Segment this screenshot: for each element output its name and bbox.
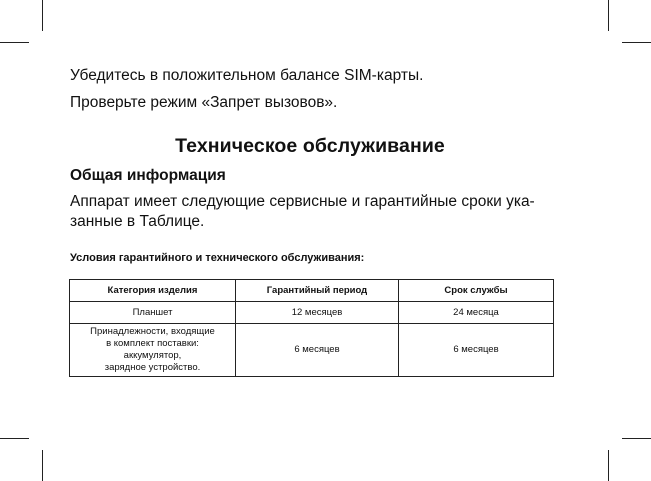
cell-category-line: аккумулятор, <box>123 350 182 361</box>
general-info-line-1: Аппарат имеет следующие сервисные и гарантийные сроки ука- <box>70 193 535 210</box>
warranty-table <box>69 279 554 377</box>
table-row <box>70 302 554 324</box>
cell-category-line: Планшет <box>132 307 173 318</box>
crop-mark-bottom-right-horizontal <box>622 438 651 439</box>
column-header-service-life: Срок службы <box>399 280 554 302</box>
section-title: Техническое обслуживание <box>175 135 445 157</box>
table-caption: Условия гарантийного и технического обслуживания: <box>70 252 365 264</box>
cell-category <box>70 324 236 377</box>
column-header-warranty: Гарантийный период <box>236 280 399 302</box>
crop-mark-bottom-left-vertical <box>42 450 43 481</box>
instruction-line-call-barring: Проверьте режим «Запрет вызовов». <box>70 94 338 111</box>
general-info-line-2: занные в Таблице. <box>70 213 205 230</box>
table-row <box>70 324 554 377</box>
cell-category-line: зарядное устройство. <box>104 362 201 373</box>
table-header-row <box>70 280 554 302</box>
cell-category <box>70 302 236 324</box>
crop-mark-top-right-horizontal <box>622 42 651 43</box>
cell-service-life: 24 месяца <box>399 302 554 324</box>
column-header-category: Категория изделия <box>70 280 236 302</box>
crop-mark-top-right-vertical <box>608 0 609 31</box>
cell-category-line: в комплект поставки: <box>106 338 199 349</box>
crop-mark-bottom-left-horizontal <box>0 438 29 439</box>
subsection-heading: Общая информация <box>70 167 226 184</box>
cell-service-life: 6 месяцев <box>399 324 554 377</box>
cell-category-line: Принадлежности, входящие <box>90 326 215 337</box>
cell-warranty: 6 месяцев <box>236 324 399 377</box>
instruction-line-balance: Убедитесь в положительном балансе SIM-карты. <box>70 67 424 84</box>
crop-mark-bottom-right-vertical <box>608 450 609 481</box>
crop-mark-top-left-horizontal <box>0 42 29 43</box>
crop-mark-top-left-vertical <box>42 0 43 31</box>
cell-warranty: 12 месяцев <box>236 302 399 324</box>
general-info-paragraph <box>70 192 560 232</box>
